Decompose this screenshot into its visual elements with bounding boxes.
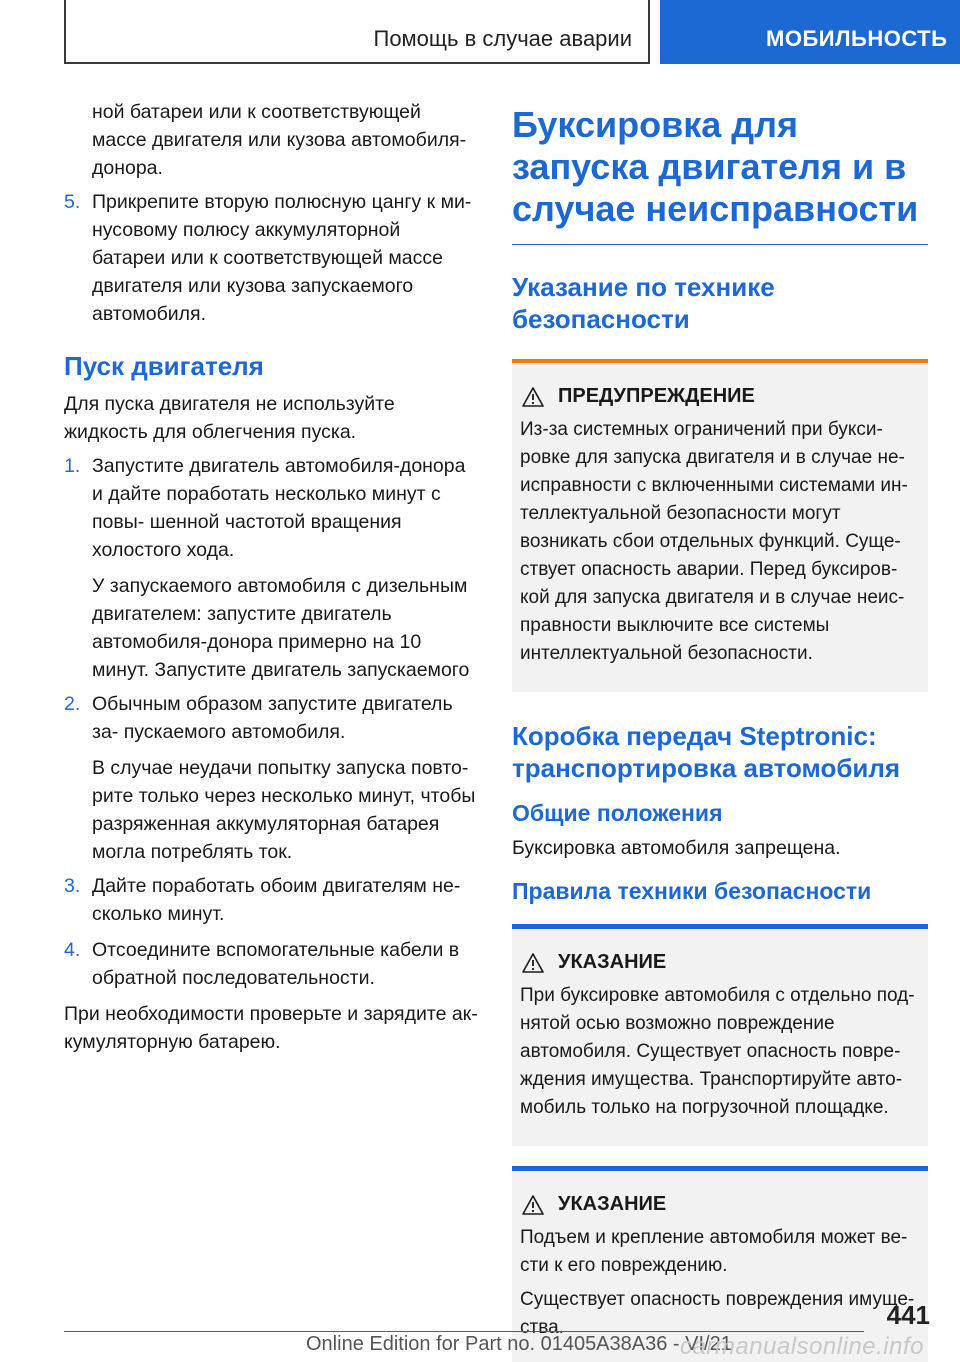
- list-item: [64, 452, 478, 564]
- closing-text: При необходимости проверьте и зарядите ак- кумуляторную батарею.: [64, 1003, 478, 1053]
- header-chapter-tab: [660, 0, 960, 64]
- list-item: [64, 690, 478, 746]
- list-item: [64, 936, 478, 992]
- notice-header: [520, 951, 918, 974]
- header-section-tab: [64, 0, 650, 64]
- list-text: Отсоедините вспомогательные кабели в обратной последовательности.: [92, 939, 460, 989]
- warning-box: [512, 359, 928, 692]
- list-text: Дайте поработать обоим двигателям не- сколько минут.: [92, 875, 461, 925]
- subheading-safety-rules: Правила техники безопасности: [512, 878, 872, 904]
- notice-label: УКАЗАНИЕ: [558, 1193, 667, 1215]
- warning-header: [520, 385, 918, 408]
- notice-header: [520, 1193, 918, 1216]
- step-note: В случае неудачи попытку запуска повто- рите только через несколько минут, чтобы разряженная аккумуляторная батарея могла потреблять ток.: [92, 757, 476, 863]
- warning-triangle-icon: [522, 953, 544, 973]
- notice-label: УКАЗАНИЕ: [558, 951, 667, 973]
- section-heading-safety: Указание по технике безопасности: [512, 272, 775, 334]
- warning-text: Из-за системных ограничений при букси- ровке для запуска двигателя и в случае не- исправности с включенными системами ин- теллектуальной безопасности могут возникать сбои отдельных функций. Суще- ствует опасность аварии. Перед буксиров- кой для запуска двигателя и в случае неис- правности выключите все системы интеллектуальной безопасности.: [520, 419, 908, 664]
- header-chapter-label: МОБИЛЬНОСТЬ: [766, 26, 948, 51]
- section-heading-engine-start: Пуск двигателя: [64, 351, 264, 381]
- header-section-label: Помощь в случае аварии: [373, 26, 632, 51]
- list-number: 1.: [64, 455, 81, 477]
- page-title: Буксировка для запуска двигателя и в случае неисправности: [512, 104, 919, 229]
- section-heading-gearbox: Коробка передач Steptronic: транспортировка автомобиля: [512, 721, 901, 783]
- notice-text: При буксировке автомобиля с отдельно под- нятой осью возможно повреждение автомобиля. Существует опасность повре- ждения имущества. Транспортируйте авто- мобиль только на погрузочной площадке.: [520, 985, 915, 1118]
- warning-label: ПРЕДУПРЕЖДЕНИЕ: [558, 385, 755, 407]
- list-text: Прикрепите вторую полюсную цангу к ми- нусовому полюсу аккумуляторной батареи или к соответствующей массе двигателя или кузова запускаемого автомобиля.: [92, 191, 472, 325]
- list-number: 4.: [64, 939, 81, 961]
- watermark: carmanualsonline.info: [680, 1333, 924, 1360]
- list-text: Обычным образом запустите двигатель за- пускаемого автомобиля.: [92, 693, 453, 743]
- intro-text: Для пуска двигателя не используйте жидкость для облегчения пуска.: [64, 393, 395, 443]
- list-item: [64, 872, 478, 928]
- continuation-text: ной батареи или к соответствующей массе двигателя или кузова автомобиля-донора.: [92, 101, 467, 179]
- notice-box: [512, 924, 928, 1146]
- list-item: [64, 188, 478, 328]
- footer-edition: Online Edition for Part no. 01405A38A36 - VI/21: [306, 1333, 732, 1355]
- warning-triangle-icon: [522, 387, 544, 407]
- notice-text: Существует опасность повреждения имуще- ства.: [520, 1289, 915, 1338]
- footer-divider: [64, 1331, 864, 1332]
- subheading-general: Общие положения: [512, 800, 723, 826]
- right-column: [512, 104, 928, 1362]
- title-divider: [512, 244, 928, 245]
- list-number: 2.: [64, 693, 81, 715]
- list-text: Запустите двигатель автомобиля-донора и дайте поработать несколько минут с повы- шенной частотой вращения холостого хода.: [92, 455, 466, 561]
- list-number: 3.: [64, 875, 81, 897]
- list-number: 5.: [64, 191, 81, 213]
- page-number: 441: [886, 1300, 930, 1330]
- notice-text: Подъем и крепление автомобиля может ве- сти к его повреждению.: [520, 1227, 908, 1276]
- warning-triangle-icon: [522, 1195, 544, 1215]
- left-column: [64, 98, 478, 1062]
- general-text: Буксировка автомобиля запрещена.: [512, 837, 841, 859]
- step-note: У запускаемого автомобиля с дизельным двигателем: запустите двигатель автомобиля-донора примерно на 10 минут. Запустите двигатель запускаемого: [92, 575, 470, 681]
